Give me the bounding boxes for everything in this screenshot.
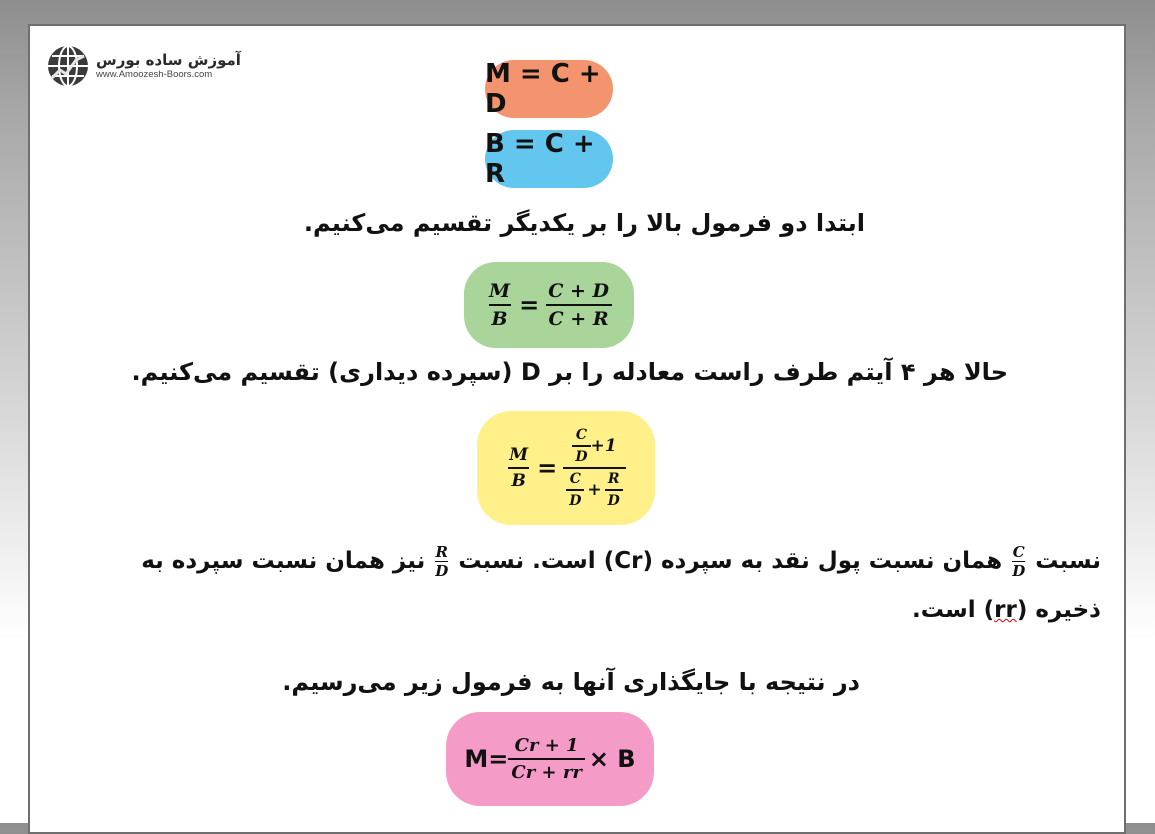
lhs-denominator: B	[489, 304, 511, 330]
explanation-mid: همان نسبت پول نقد به سپرده (Cr) است. نسبت	[458, 548, 1003, 574]
explanation-end: نیز همان نسبت سپرده به	[141, 548, 426, 574]
divided-formula	[506, 427, 625, 509]
equals-sign: =	[537, 454, 558, 482]
r-num-inline: R	[435, 543, 449, 561]
lhs-numerator: M	[489, 280, 511, 302]
lhs-fraction	[506, 445, 531, 491]
divided-formula-pill	[477, 411, 655, 525]
c-over-d-2	[566, 471, 584, 509]
m-formula-pill	[485, 60, 613, 118]
rhs-denominator: C + R	[546, 304, 612, 330]
plus-one: +1	[590, 436, 617, 456]
b-formula: B = C + R	[485, 129, 595, 189]
times-b: × B	[588, 745, 636, 773]
c-num-inline: C	[1012, 543, 1025, 561]
r-num: R	[607, 471, 620, 487]
plus-sign: +	[587, 480, 602, 500]
rhs-denominator	[563, 467, 626, 509]
final-denominator: Cr + rr	[508, 758, 584, 783]
lhs-numerator: M	[509, 445, 529, 465]
instruction-line-2: حالا هر ۴ آیتم طرف راست معادله را بر D (سپرده دیداری) تقسیم می‌کنیم.	[131, 358, 1008, 386]
lhs-fraction	[486, 280, 513, 330]
logo-title: آموزش ساده بورس	[96, 51, 241, 69]
final-formula	[464, 735, 635, 783]
ratio-formula-pill	[464, 262, 634, 348]
d-den-inline-2: D	[435, 562, 449, 580]
d-den: D	[572, 445, 590, 465]
explanation-word-ratio: نسبت	[1035, 548, 1101, 574]
d-den-2: D	[566, 489, 584, 509]
c-num: C	[575, 427, 587, 443]
explanation-line-1	[141, 543, 1101, 580]
explanation-line-2	[912, 597, 1101, 623]
rhs-fraction	[545, 280, 612, 330]
m-label: M=	[464, 745, 509, 773]
explanation-tail: ) است.	[912, 597, 995, 623]
rhs-fraction	[563, 427, 626, 509]
ratio-formula	[486, 280, 612, 330]
rr-term: rr	[994, 597, 1017, 623]
final-fraction	[508, 735, 584, 783]
d-den-3: D	[605, 489, 623, 509]
explanation-reserve: ذخیره (	[1016, 597, 1101, 623]
c-over-d	[572, 427, 590, 465]
final-formula-pill	[446, 712, 654, 806]
final-numerator: Cr + 1	[514, 735, 579, 756]
lhs-denominator: B	[508, 467, 528, 491]
d-den-inline: D	[1012, 562, 1026, 580]
instruction-line-4: در نتیجه با جایگذاری آنها به فرمول زیر می‌رسیم.	[282, 668, 860, 696]
b-formula-pill	[485, 130, 613, 188]
globe-chart-icon	[46, 44, 90, 88]
instruction-line-1: ابتدا دو فرمول بالا را بر یکدیگر تقسیم می‌کنیم.	[303, 209, 865, 237]
logo	[46, 44, 241, 88]
m-formula: M = C + D	[485, 59, 601, 119]
rhs-numerator	[569, 427, 619, 467]
equals-sign: =	[519, 291, 540, 319]
c-over-d-inline	[1012, 543, 1025, 580]
logo-url: www.Amoozesh-Boors.com	[96, 69, 213, 80]
r-over-d-inline	[435, 543, 448, 580]
rhs-numerator: C + D	[548, 280, 609, 302]
c-num-2: C	[569, 471, 581, 487]
r-over-d	[605, 471, 623, 509]
